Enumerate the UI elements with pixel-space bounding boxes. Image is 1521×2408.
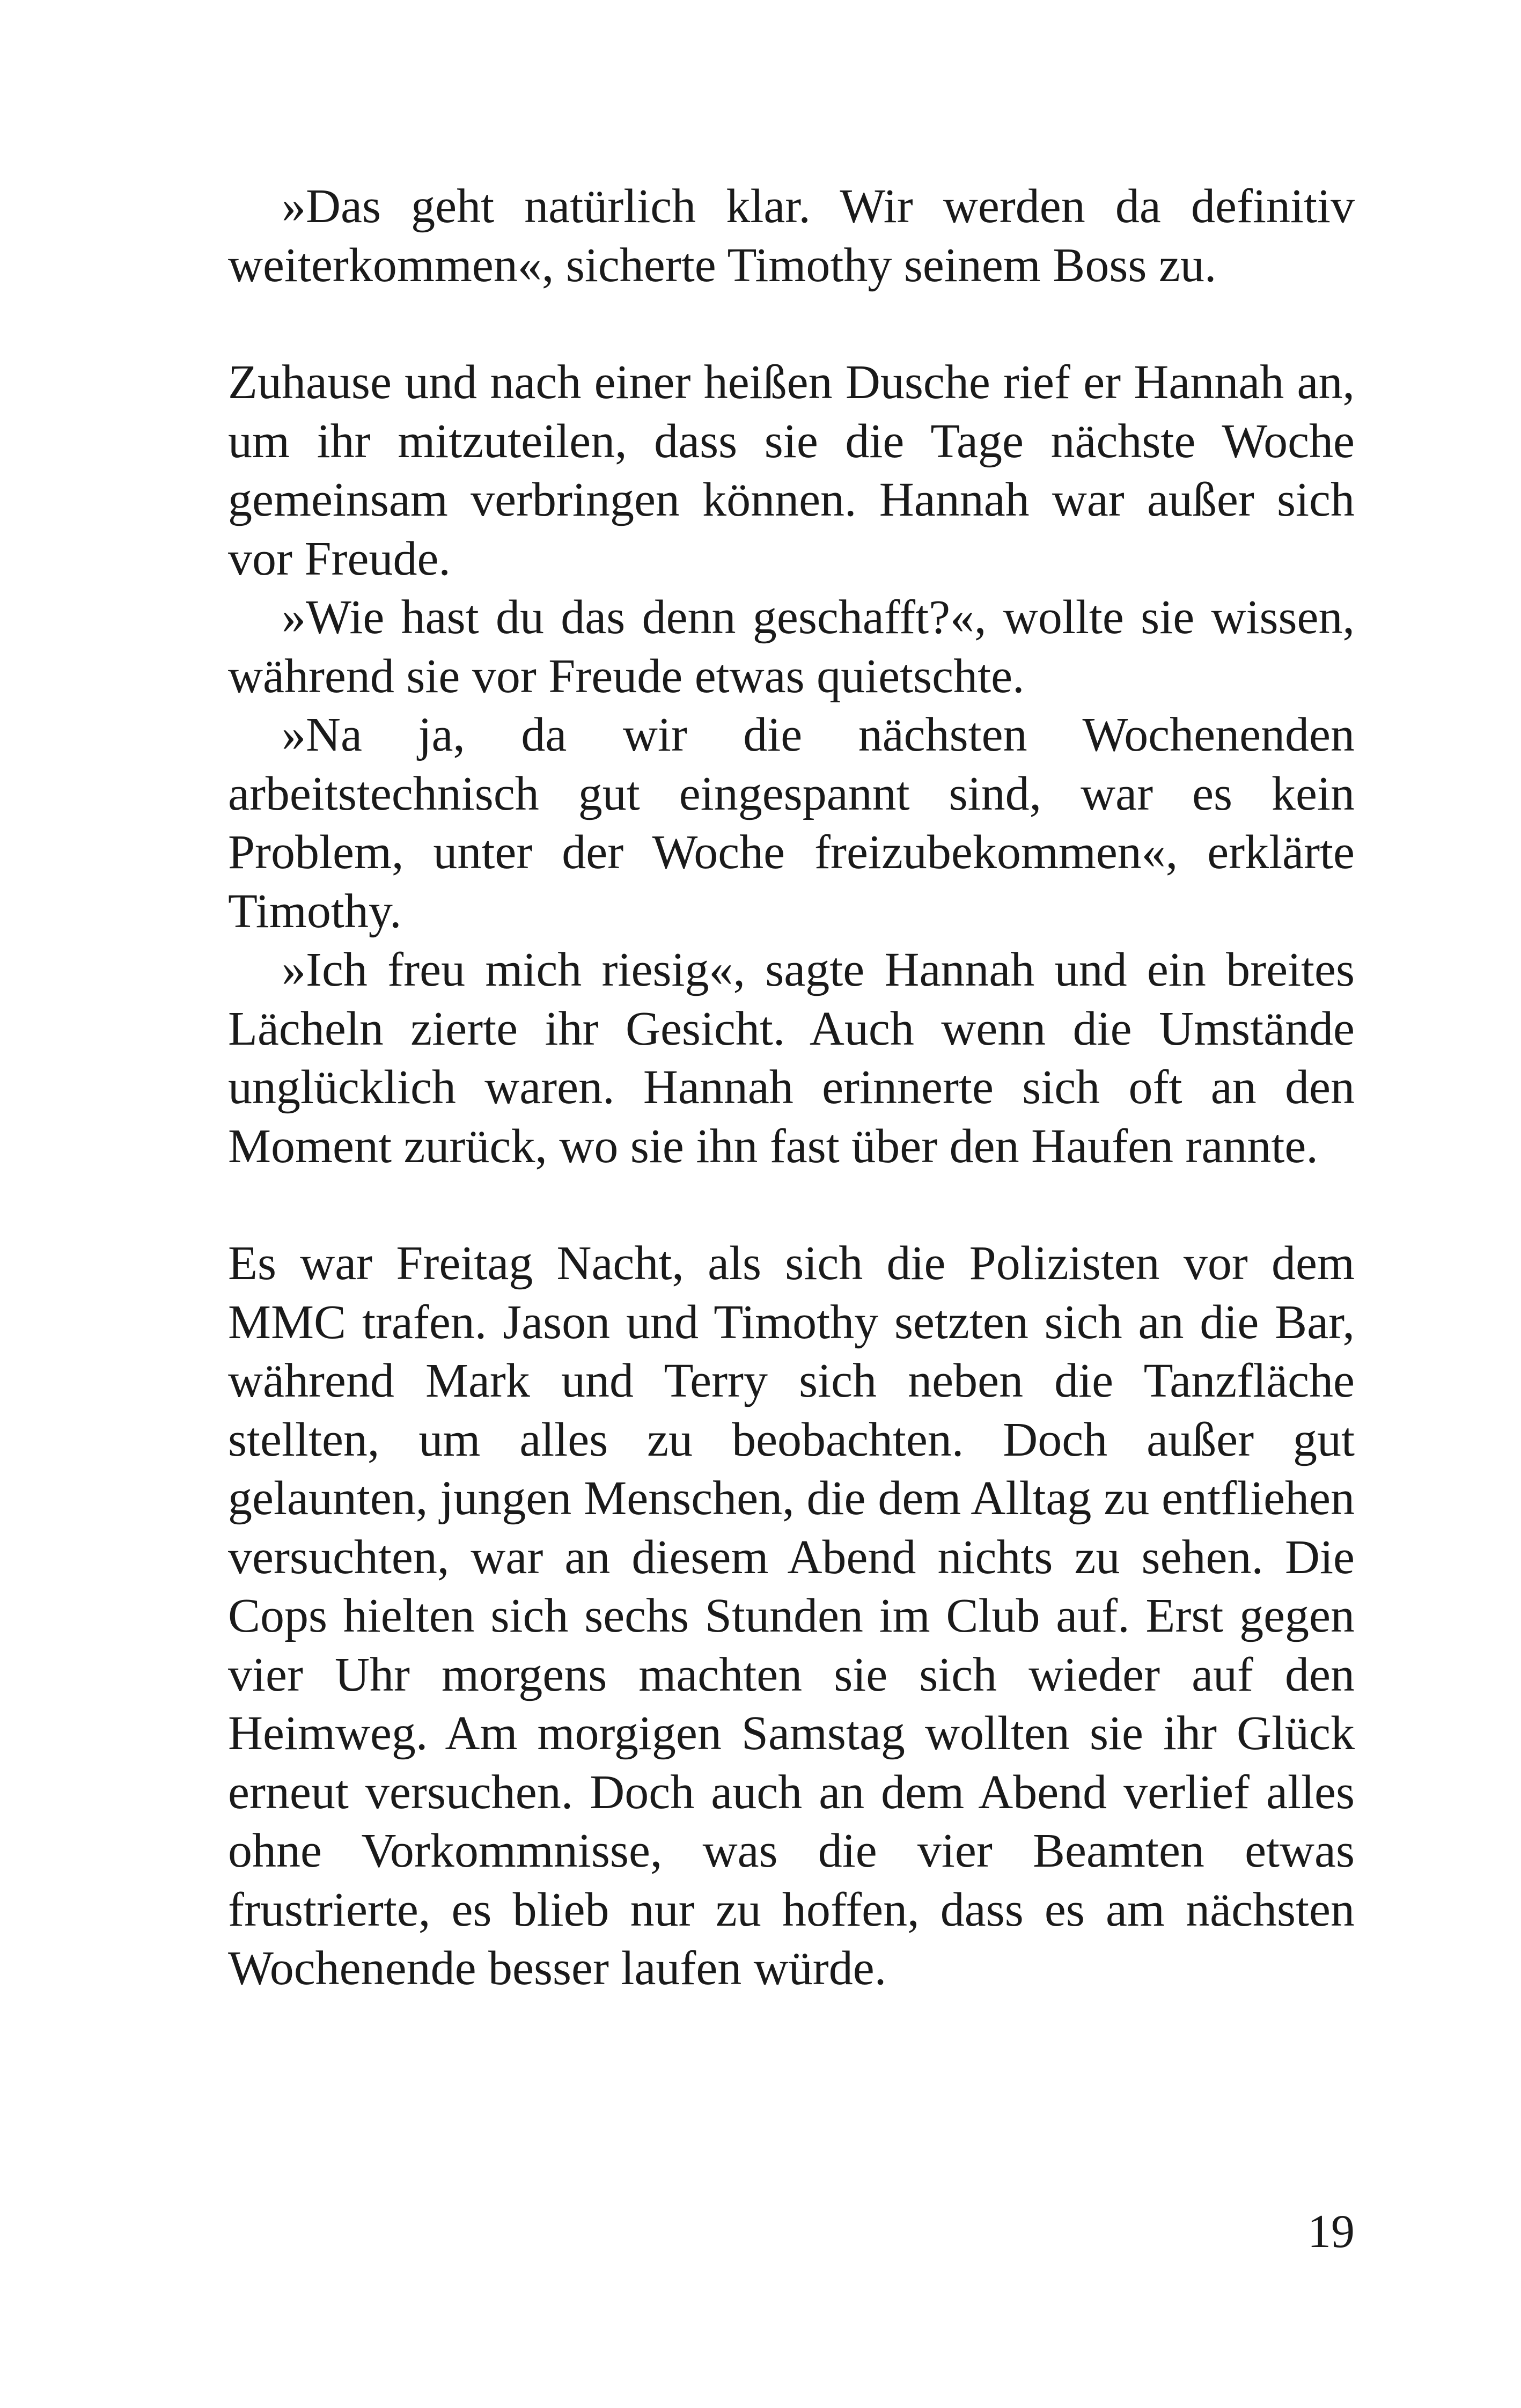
paragraph-1: »Das geht natürlich klar. Wir werden da definitiv weiterkommen«, sicherte Timothy seinem Boss zu. <box>228 180 1355 292</box>
section-gap <box>228 1176 1355 1234</box>
paragraph-4: »Na ja, da wir die nächsten Wochenenden arbeitstechnisch gut eingespannt sind, war es kein Problem, unter der Woche freizubekommen«, erklärte Timothy. <box>228 708 1355 938</box>
paragraph-5: »Ich freu mich riesig«, sagte Hannah und ein breites Lächeln zierte ihr Gesicht. Auch wenn die Umstände unglücklich waren. Hannah erinnerte sich oft an den Moment zurück, wo sie ihn fast über den Haufen rannte. <box>228 943 1355 1173</box>
paragraph-2: Zuhause und nach einer heißen Dusche rief er Hannah an, um ihr mitzuteilen, dass sie die Tage nächste Woche gemeinsam verbringen können. Hannah war außer sich vor Freude. <box>228 356 1355 585</box>
paragraph-6: Es war Freitag Nacht, als sich die Polizisten vor dem MMC trafen. Jason und Timothy setzten sich an die Bar, während Mark und Terry sich neben die Tanzfläche stellten, um alles zu beobachten. Doch außer gut gelaunten, jungen Menschen, die dem Alltag zu entfliehen versuchten, war an diesem Abend nichts zu sehen. Die Cops hielten sich sechs Stunden im Club auf. Erst gegen vier Uhr morgens machten sie sich wieder auf den Heimweg. Am morgigen Samstag wollten sie ihr Glück erneut versuchen. Doch auch an dem Abend verlief alles ohne Vorkommnisse, was die vier Beamten etwas frustrierte, es blieb nur zu hoffen, dass es am nächsten Wochenende besser laufen würde. <box>228 1237 1355 1995</box>
paragraph-3: »Wie hast du das denn geschafft?«, wollte sie wissen, während sie vor Freude etwas quietschte. <box>228 591 1355 703</box>
page-number: 19 <box>1307 2206 1355 2258</box>
section-gap <box>228 295 1355 353</box>
body-text <box>228 177 1355 1998</box>
